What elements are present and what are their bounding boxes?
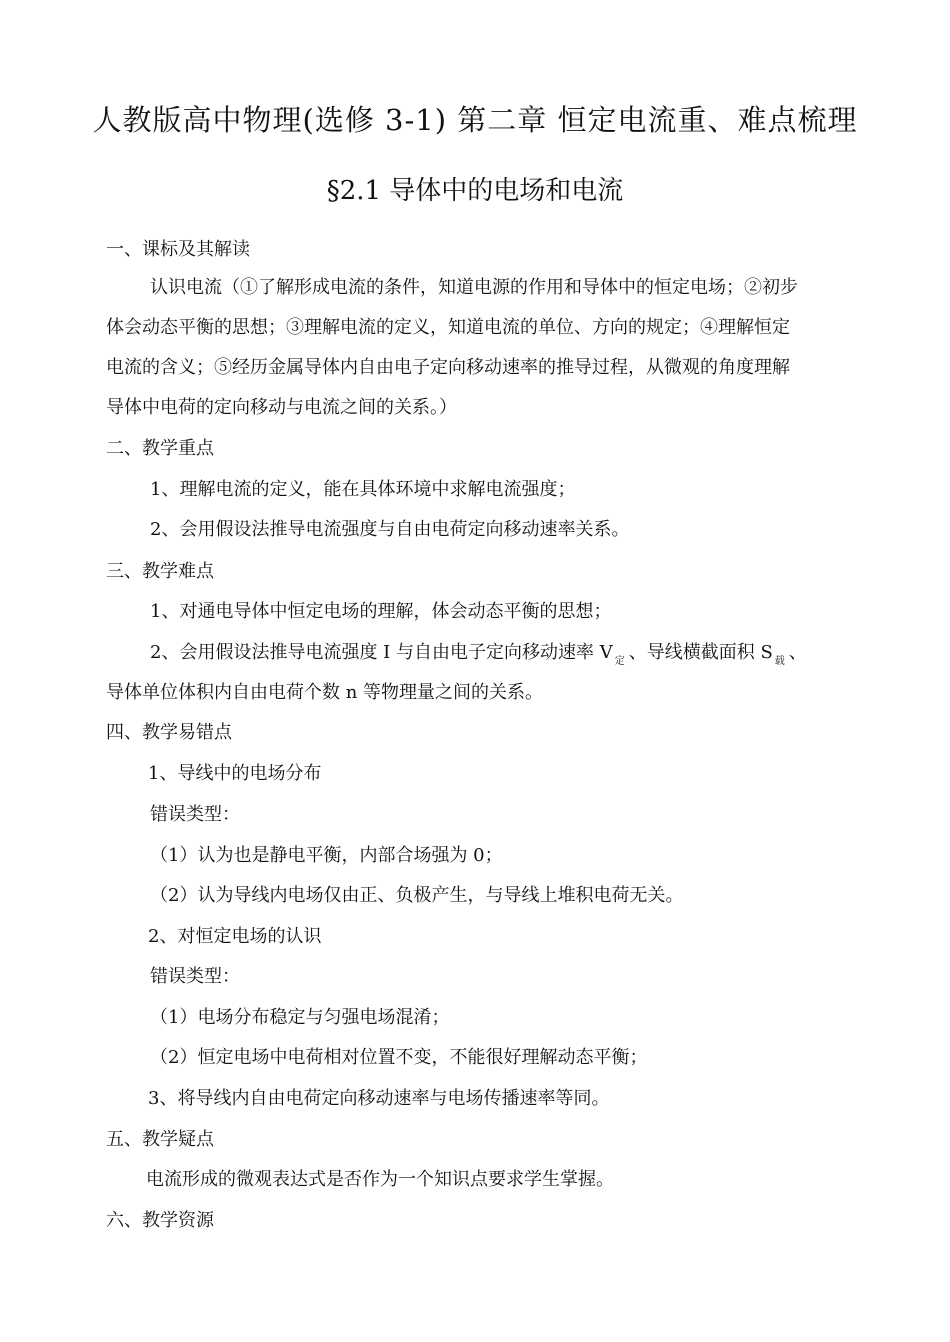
paragraph-line: 导体中电荷的定向移动与电流之间的关系。） (106, 397, 457, 418)
heading-key-points: 二、教学重点 (106, 438, 214, 459)
document-title: 人教版高中物理(选修 3-1) 第二章 恒定电流重、难点梳理 (92, 103, 858, 137)
error-line: （2）认为导线内电场仅由正、负极产生，与导线上堆积电荷无关。 (150, 885, 684, 906)
section-title: §2.1 导体中的电场和电流 (326, 176, 624, 206)
paragraph-line: 认识电流（①了解形成电流的条件，知道电源的作用和导体中的恒定电场；②初步 (150, 277, 798, 298)
list-item-with-subscripts (150, 641, 807, 668)
error-line: （1）认为也是静电平衡，内部合场强为 0； (150, 845, 503, 866)
error-line: （2）恒定电场中电荷相对位置不变，不能很好理解动态平衡； (150, 1047, 648, 1068)
subscript: 载 (774, 656, 785, 667)
error-line: 错误类型： (150, 804, 240, 825)
list-item: 1、对通电导体中恒定电场的理解，体会动态平衡的思想； (150, 601, 612, 622)
paragraph-line: 体会动态平衡的思想；③理解电流的定义，知道电流的单位、方向的规定；④理解恒定 (106, 317, 790, 338)
error-line: 2、对恒定电场的认识 (148, 926, 322, 947)
error-line: （1）电场分布稳定与匀强电场混淆； (150, 1007, 450, 1028)
error-line: 错误类型： (150, 966, 240, 987)
list-item: 2、会用假设法推导电流强度与自由电荷定向移动速率关系。 (150, 519, 630, 540)
list-item-text: 2、会用假设法推导电流强度 I 与自由电子定向移动速率 V (150, 642, 613, 663)
error-line: 3、将导线内自由电荷定向移动速率与电场传播速率等同。 (148, 1088, 610, 1109)
heading-common-errors: 四、教学易错点 (106, 722, 232, 743)
heading-resources: 六、教学资源 (106, 1210, 214, 1231)
error-line: 1、导线中的电场分布 (148, 763, 322, 784)
subscript: 定 (614, 656, 625, 667)
list-item-continuation: 导体单位体积内自由电荷个数 n 等物理量之间的关系。 (106, 682, 544, 703)
heading-doubts: 五、教学疑点 (106, 1129, 214, 1150)
paragraph-line: 电流形成的微观表达式是否作为一个知识点要求学生掌握。 (146, 1169, 614, 1190)
list-item: 1、理解电流的定义，能在具体环境中求解电流强度； (150, 479, 576, 500)
list-item-text: 、 (788, 642, 807, 663)
heading-standards: 一、课标及其解读 (106, 239, 250, 260)
heading-difficulties: 三、教学难点 (106, 561, 214, 582)
paragraph-line: 电流的含义；⑤经历金属导体内自由电子定向移动速率的推导过程，从微观的角度理解 (106, 357, 790, 378)
list-item-text: 、导线横截面积 S (628, 642, 773, 663)
